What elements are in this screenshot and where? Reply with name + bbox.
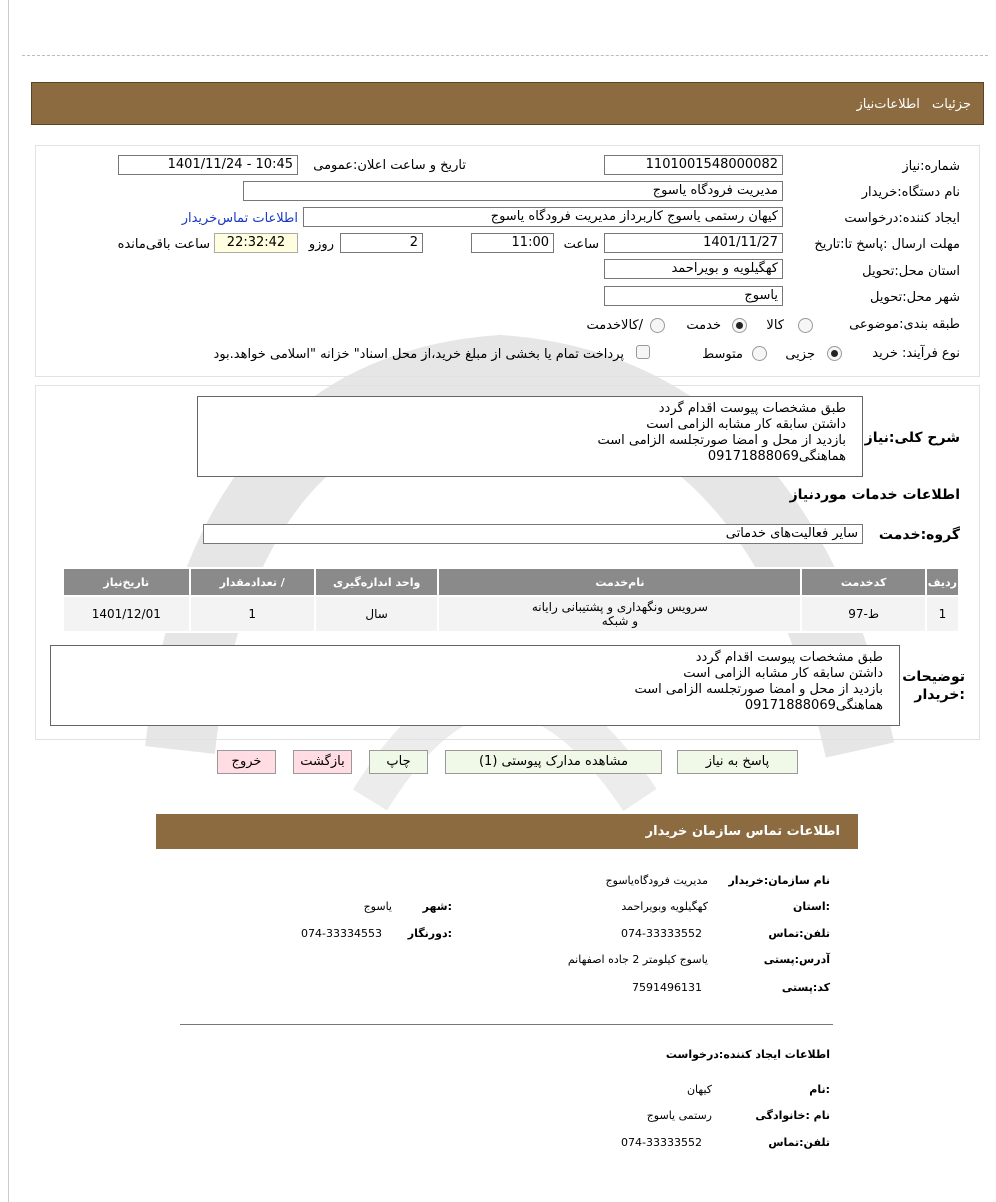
process-partial-radio[interactable] bbox=[827, 346, 842, 361]
remaining-time-label: ساعت باقی‌مانده bbox=[117, 237, 210, 252]
requester-field[interactable]: کیهان رستمی یاسوج کاربرداز مدیریت فرودگاه یاسوج bbox=[303, 207, 783, 227]
contact-city-value: یاسوج bbox=[363, 900, 392, 913]
contact-header: اطلاعات تماس سازمان خریدار bbox=[156, 814, 858, 849]
remaining-time-box: 22:32:42 bbox=[214, 233, 298, 253]
province-label: استان محل:تحویل bbox=[862, 264, 960, 279]
service-group-field[interactable]: سایر فعالیت‌های خدماتی bbox=[203, 524, 863, 544]
header-title-details: جزئیات bbox=[932, 97, 971, 112]
contact-phone-value: 074-33333552 bbox=[621, 927, 702, 940]
creator-family-label: نام :خانوادگی bbox=[755, 1109, 830, 1122]
creator-family-value: رستمی یاسوج bbox=[646, 1109, 712, 1122]
description-label: شرح کلی:نیاز bbox=[864, 430, 960, 446]
province-field[interactable]: کهگیلویه و بویراحمد bbox=[604, 259, 783, 279]
left-border bbox=[8, 0, 9, 1202]
treasury-payment-label: پرداخت تمام یا بخشی از مبلغ خرید،از محل اسناد" خزانه "اسلامی خواهد.بود bbox=[213, 347, 624, 362]
cell-name: سرویس ونگهداری و پشتیبانی رایانه و شبکه bbox=[438, 596, 801, 632]
creator-name-label: :نام bbox=[809, 1083, 830, 1096]
col-unit: واحد اندازه‌گیری bbox=[315, 568, 438, 596]
print-button[interactable]: چاپ bbox=[369, 750, 428, 774]
description-text: طبق مشخصات پیوست اقدام گردد داشتن سابقه کار مشابه الزامی است بازدید از محل و امضا صورتجلسه الزامی است هماهنگی09171888069 bbox=[197, 396, 863, 477]
contact-phone-label: تلفن:تماس bbox=[768, 927, 830, 940]
city-label: شهر محل:تحویل bbox=[870, 290, 960, 305]
services-table bbox=[62, 567, 960, 633]
days-field[interactable]: 2 bbox=[340, 233, 423, 253]
col-qty: / تعدادمقدار bbox=[190, 568, 315, 596]
cell-row: 1 bbox=[926, 596, 959, 632]
announce-label: تاریخ و ساعت اعلان:عمومی bbox=[313, 158, 466, 173]
need-info-panel bbox=[35, 145, 980, 377]
category-goods-radio[interactable] bbox=[798, 318, 813, 333]
category-goods-service-label: /کالاخدمت bbox=[586, 318, 643, 333]
contact-separator bbox=[180, 1024, 833, 1025]
days-label: روزو bbox=[308, 237, 334, 252]
deadline-time-label: ساعت bbox=[563, 237, 599, 252]
process-medium-label: متوسط bbox=[702, 347, 743, 362]
services-title: اطلاعات خدمات موردنیاز bbox=[789, 487, 960, 503]
announce-date-field[interactable]: 1401/11/24 - 10:45 bbox=[118, 155, 298, 175]
deadline-time-field[interactable]: 11:00 bbox=[471, 233, 554, 253]
cell-unit: سال bbox=[315, 596, 438, 632]
buyer-notes-label: توضیحات :خریدار bbox=[902, 669, 965, 703]
creator-phone-value: 074-33333552 bbox=[621, 1136, 702, 1149]
category-label: طبقه بندی:موضوعی bbox=[849, 317, 960, 332]
header-title-need-info: اطلاعات‌نیاز bbox=[856, 97, 920, 112]
cell-qty: 1 bbox=[190, 596, 315, 632]
col-name: نام‌خدمت bbox=[438, 568, 801, 596]
buyer-org-label: نام دستگاه:خریدار bbox=[861, 185, 960, 200]
org-label: نام سازمان:خریدار bbox=[728, 874, 830, 887]
reply-button[interactable]: پاسخ به نیاز bbox=[677, 750, 798, 774]
category-service-label: خدمت bbox=[686, 318, 721, 333]
need-number-label: شماره:نیاز bbox=[902, 159, 960, 174]
address-label: آدرس:پستی bbox=[763, 953, 830, 966]
contact-province-label: :استان bbox=[793, 900, 830, 913]
table-row bbox=[63, 596, 959, 632]
col-code: کدخدمت bbox=[801, 568, 925, 596]
col-row: ردیف bbox=[926, 568, 959, 596]
fax-label: :دورنگار bbox=[407, 927, 452, 940]
contact-city-label: :شهر bbox=[422, 900, 452, 913]
deadline-date-field[interactable]: 1401/11/27 bbox=[604, 233, 783, 253]
view-attachments-button[interactable]: مشاهده مدارک پیوستی (1) bbox=[445, 750, 662, 774]
buyer-org-field[interactable]: مدیریت فرودگاه یاسوج bbox=[243, 181, 783, 201]
treasury-payment-checkbox[interactable] bbox=[636, 345, 650, 359]
back-button[interactable]: بازگشت bbox=[293, 750, 352, 774]
buyer-notes-text: طبق مشخصات پیوست اقدام گردد داشتن سابقه کار مشابه الزامی است بازدید از محل و امضا صورتجلسه الزامی است هماهنگی09171888069 bbox=[50, 645, 900, 726]
cell-date: 1401/12/01 bbox=[63, 596, 190, 632]
category-goods-label: کالا bbox=[766, 318, 784, 333]
fax-value: 074-33334553 bbox=[301, 927, 382, 940]
top-divider bbox=[22, 55, 988, 56]
deadline-label: مهلت ارسال :پاسخ تا:تاریخ bbox=[814, 237, 960, 252]
address-value: یاسوج کیلومتر 2 جاده اصفهانم bbox=[567, 953, 708, 966]
exit-button[interactable]: خروج bbox=[217, 750, 276, 774]
service-group-label: گروه:خدمت bbox=[878, 527, 960, 543]
org-value: مدیریت فرودگاه‌یاسوج bbox=[605, 874, 708, 887]
creator-phone-label: تلفن:تماس bbox=[768, 1136, 830, 1149]
city-field[interactable]: یاسوج bbox=[604, 286, 783, 306]
contact-province-value: کهگیلویه وبویراحمد bbox=[621, 900, 708, 913]
creator-title: اطلاعات ایجاد کننده:درخواست bbox=[665, 1048, 830, 1061]
col-date: تاریخ‌نیاز bbox=[63, 568, 190, 596]
category-service-radio[interactable] bbox=[732, 318, 747, 333]
postal-label: کد:پستی bbox=[781, 981, 830, 994]
need-number-field[interactable]: 1101001548000082 bbox=[604, 155, 783, 175]
requester-label: ایجاد کننده:درخواست bbox=[844, 211, 960, 226]
details-header bbox=[31, 82, 984, 125]
buyer-contact-link[interactable]: اطلاعات تماس‌خریدار bbox=[181, 211, 298, 226]
postal-value: 7591496131 bbox=[632, 981, 702, 994]
cell-code: ط-97 bbox=[801, 596, 925, 632]
creator-name-value: کیهان bbox=[686, 1083, 712, 1096]
process-partial-label: جزیی bbox=[785, 347, 815, 362]
process-medium-radio[interactable] bbox=[752, 346, 767, 361]
process-type-label: نوع فرآیند: خرید bbox=[872, 346, 960, 361]
category-goods-service-radio[interactable] bbox=[650, 318, 665, 333]
